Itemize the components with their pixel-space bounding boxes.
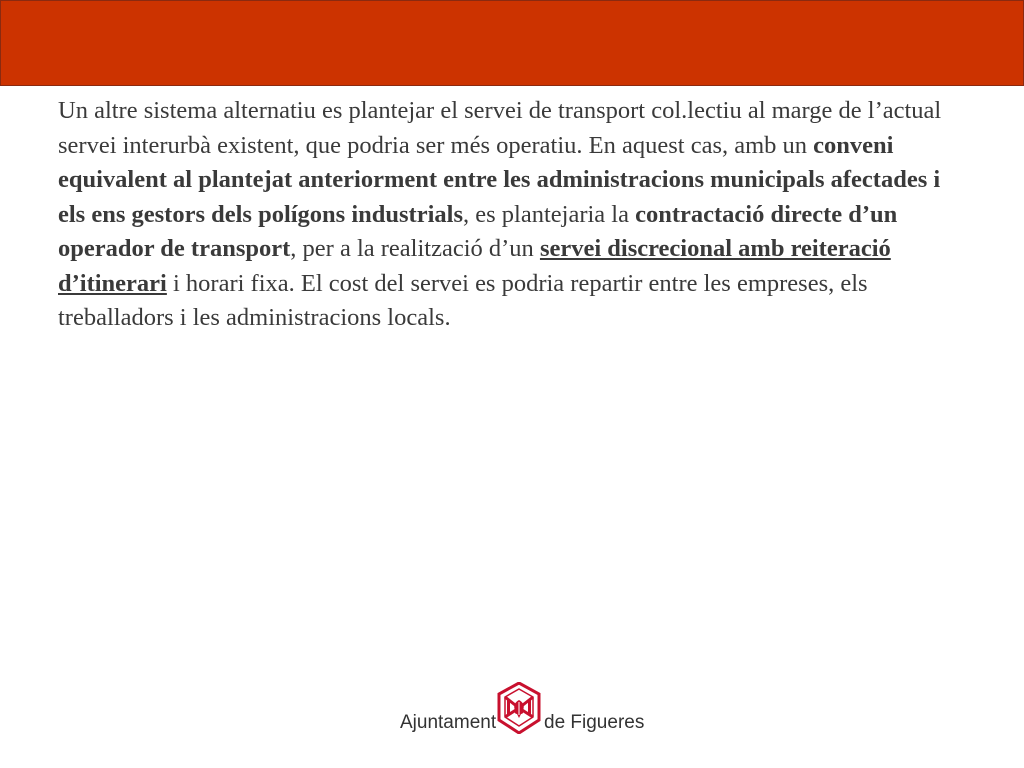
text-run: Un altre sistema alternatiu es plantejar el servei de transport col.lectiu al marge de l’actual servei interurbà existent, que podria ser més operatiu. En aquest cas, amb un (58, 97, 942, 159)
logo-text-ajuntament: Ajuntament (400, 712, 497, 733)
header-bar (0, 0, 1024, 86)
footer-logo (400, 682, 645, 740)
body-paragraph (58, 94, 968, 336)
bold-run-conveni: conveni equivalent al plantejat anteriorment entre les administracions municipals afectades i els ens gestors dels polígons industrials (58, 131, 941, 228)
text-run: , per a la realització d’un (290, 235, 540, 262)
logo-text-de-figueres: de Figueres (544, 712, 645, 733)
bold-run-contractacio: contractació directe d’un operador de transport (58, 200, 898, 262)
text-run: i horari fixa. El cost del servei es podria repartir entre les empreses, els treballadors i les administracions locals. (58, 269, 868, 331)
text-run: , es plantejaria la (463, 200, 636, 228)
figueres-coat-of-arms-icon (497, 682, 541, 734)
underlined-run: servei discrecional amb reiteració d’itinerari (58, 235, 891, 297)
